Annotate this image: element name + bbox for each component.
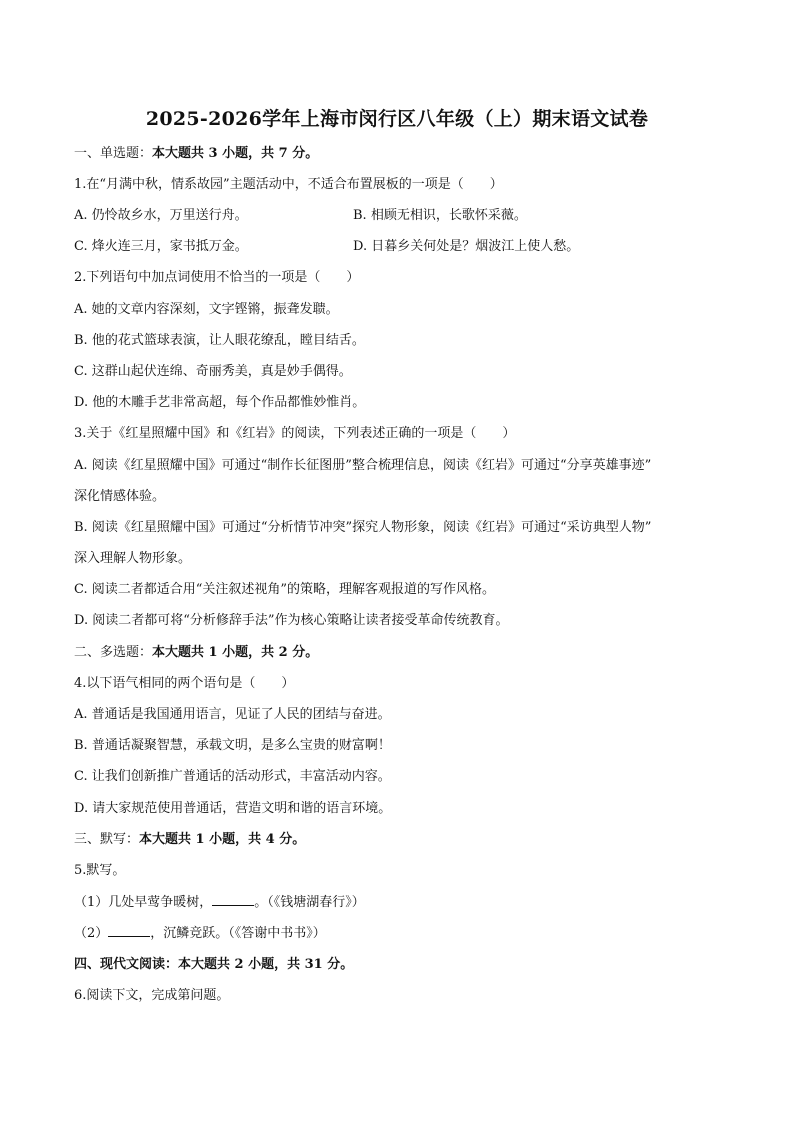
fill-line-suffix: ，沉鳞竞跃。（《答谢中书书》） bbox=[150, 926, 326, 941]
section-heading-label: 三、默写： bbox=[74, 832, 140, 847]
question-3-option-a-line1: A. 阅读《红星照耀中国》可通过“制作长征图册”整合梳理信息，阅读《红岩》可通过“分享英雄事迹” bbox=[74, 458, 652, 473]
section-heading-1 bbox=[74, 146, 318, 162]
section-heading-desc: 本大题共 1 小题，共 2 分。 bbox=[152, 645, 319, 660]
question-3-option-b-line2: 深入理解人物形象。 bbox=[74, 551, 192, 566]
question-3-option-d: D. 阅读二者都可将“分析修辞手法”作为核心策略让读者接受革命传统教育。 bbox=[74, 613, 509, 628]
question-2-option-a: A. 她的文章内容深刻，文字铿锵，振聋发聩。 bbox=[74, 302, 339, 317]
section-heading-3 bbox=[74, 832, 305, 848]
question-3-option-c: C. 阅读二者都适合用“关注叙述视角”的策略，理解客观报道的写作风格。 bbox=[74, 582, 496, 597]
question-3-option-a-line2: 深化情感体验。 bbox=[74, 489, 166, 504]
question-1-option-c: C. 烽火连三月，家书抵万金。 bbox=[74, 239, 248, 254]
question-6-stem: 6.阅读下文，完成第问题。 bbox=[74, 988, 230, 1003]
section-heading-label: 四、现代文阅读： bbox=[74, 957, 179, 972]
question-4-option-a: A. 普通话是我国通用语言，见证了人民的团结与奋进。 bbox=[74, 707, 391, 722]
section-heading-desc: 本大题共 2 小题，共 31 分。 bbox=[178, 957, 354, 972]
question-5-item-1 bbox=[74, 894, 365, 911]
fill-line-suffix: 。（《钱塘湖春行》） bbox=[254, 895, 365, 910]
question-5-stem: 5.默写。 bbox=[74, 863, 126, 878]
fill-line-prefix: （1）几处早莺争暖树， bbox=[74, 895, 213, 910]
question-4-option-b: B. 普通话凝聚智慧，承载文明，是多么宝贵的财富啊！ bbox=[74, 738, 391, 753]
question-2-stem: 2.下列语句中加点词使用不恰当的一项是（ ） bbox=[74, 270, 360, 285]
section-heading-label: 一、单选题： bbox=[74, 146, 153, 161]
question-1-stem: 1.在“月满中秋，情系故园”主题活动中，不适合布置展板的一项是（ ） bbox=[74, 177, 503, 192]
question-2-option-c: C. 这群山起伏连绵、奇丽秀美，真是妙手偶得。 bbox=[74, 364, 352, 379]
answer-blank[interactable] bbox=[212, 894, 254, 906]
fill-line-prefix: （2） bbox=[74, 926, 109, 941]
section-heading-2 bbox=[74, 645, 318, 661]
question-4-option-d: D. 请大家规范使用普通话，营造文明和谐的语言环境。 bbox=[74, 801, 392, 816]
question-1-option-d: D. 日暮乡关何处是？烟波江上使人愁。 bbox=[353, 239, 580, 254]
question-5-item-2 bbox=[74, 925, 326, 942]
section-heading-desc: 本大题共 1 小题，共 4 分。 bbox=[139, 832, 306, 847]
answer-blank[interactable] bbox=[108, 925, 150, 937]
page-title: 2025-2026学年上海市闵行区八年级（上）期末语文试卷 bbox=[145, 108, 649, 130]
question-4-stem: 4.以下语气相同的两个语句是（ ） bbox=[74, 676, 295, 691]
question-3-stem: 3.关于《红星照耀中国》和《红岩》的阅读，下列表述正确的一项是（ ） bbox=[74, 426, 516, 441]
section-heading-label: 二、多选题： bbox=[74, 645, 153, 660]
question-1-option-b: B. 相顾无相识，长歌怀采薇。 bbox=[353, 208, 527, 223]
question-1-option-a: A. 仍怜故乡水，万里送行舟。 bbox=[74, 208, 248, 223]
section-heading-4 bbox=[74, 957, 353, 973]
section-heading-desc: 本大题共 3 小题，共 7 分。 bbox=[152, 146, 319, 161]
question-4-option-c: C. 让我们创新推广普通话的活动形式，丰富活动内容。 bbox=[74, 769, 391, 784]
question-3-option-b-line1: B. 阅读《红星照耀中国》可通过“分析情节冲突”探究人物形象，阅读《红岩》可通过“采访典型人物” bbox=[74, 520, 652, 535]
question-2-option-d: D. 他的木雕手艺非常高超，每个作品都惟妙惟肖。 bbox=[74, 395, 366, 410]
question-2-option-b: B. 他的花式篮球表演，让人眼花缭乱，瞠目结舌。 bbox=[74, 333, 365, 348]
